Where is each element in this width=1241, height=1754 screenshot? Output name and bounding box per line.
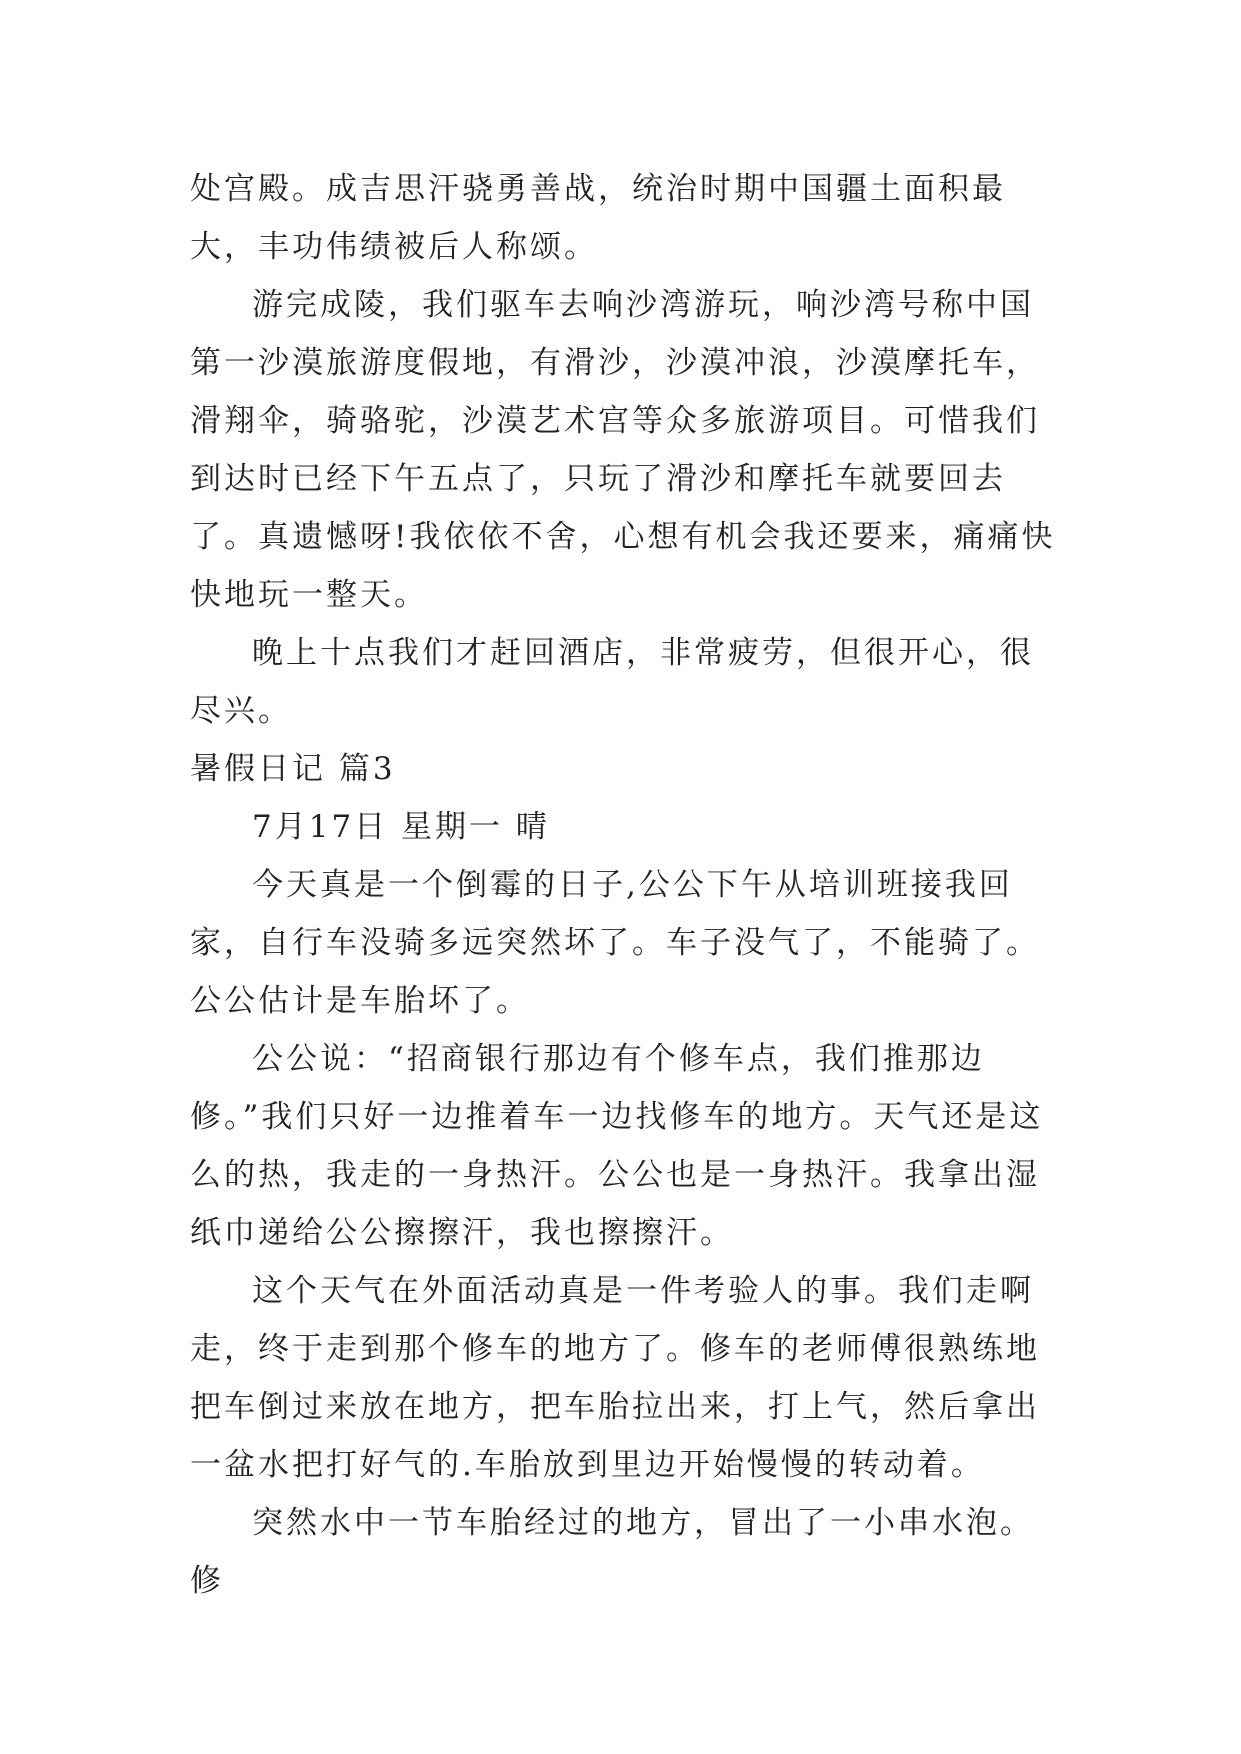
document-page	[190, 160, 1060, 1610]
paragraph-5: 公公说：“招商银行那边有个修车点，我们推那边修。”我们只好一边推着车一边找修车的地方。天气还是这么的热，我走的一身热汗。公公也是一身热汗。我拿出湿纸巾递给公公擦擦汗，我也擦擦汗。	[190, 1041, 1044, 1251]
paragraph-3: 晚上十点我们才赶回酒店，非常疲劳，但很开心，很尽兴。	[190, 635, 1034, 729]
paragraph-4: 今天真是一个倒霉的日子,公公下午从培训班接我回家，自行车没骑多远突然坏了。车子没气了，不能骑了。公公估计是车胎坏了。	[190, 867, 1040, 1019]
paragraph-7: 突然水中一节车胎经过的地方，冒出了一小串水泡。修	[190, 1505, 1034, 1599]
paragraph-6: 这个天气在外面活动真是一件考验人的事。我们走啊走，终于走到那个修车的地方了。修车的老师傅很熟练地把车倒过来放在地方，把车胎拉出来，打上气，然后拿出一盆水把打好气的.车胎放到里边开始慢慢的转动着。	[190, 1273, 1040, 1483]
paragraph-2: 游完成陵，我们驱车去响沙湾游玩，响沙湾号称中国第一沙漠旅游度假地，有滑沙，沙漠冲浪，沙漠摩托车，滑翔伞，骑骆驼，沙漠艺术宫等众多旅游项目。可惜我们到达时已经下午五点了，只玩了滑沙和摩托车就要回去了。真遗憾呀!我依依不舍，心想有机会我还要来，痛痛快快地玩一整天。	[190, 287, 1056, 613]
date-line: 7月17日 星期一 晴	[252, 809, 550, 845]
section-title: 暑假日记 篇3	[190, 751, 396, 787]
paragraph-1: 处宫殿。成吉思汗骁勇善战，统治时期中国疆土面积最大，丰功伟绩被后人称颂。	[190, 171, 1006, 265]
